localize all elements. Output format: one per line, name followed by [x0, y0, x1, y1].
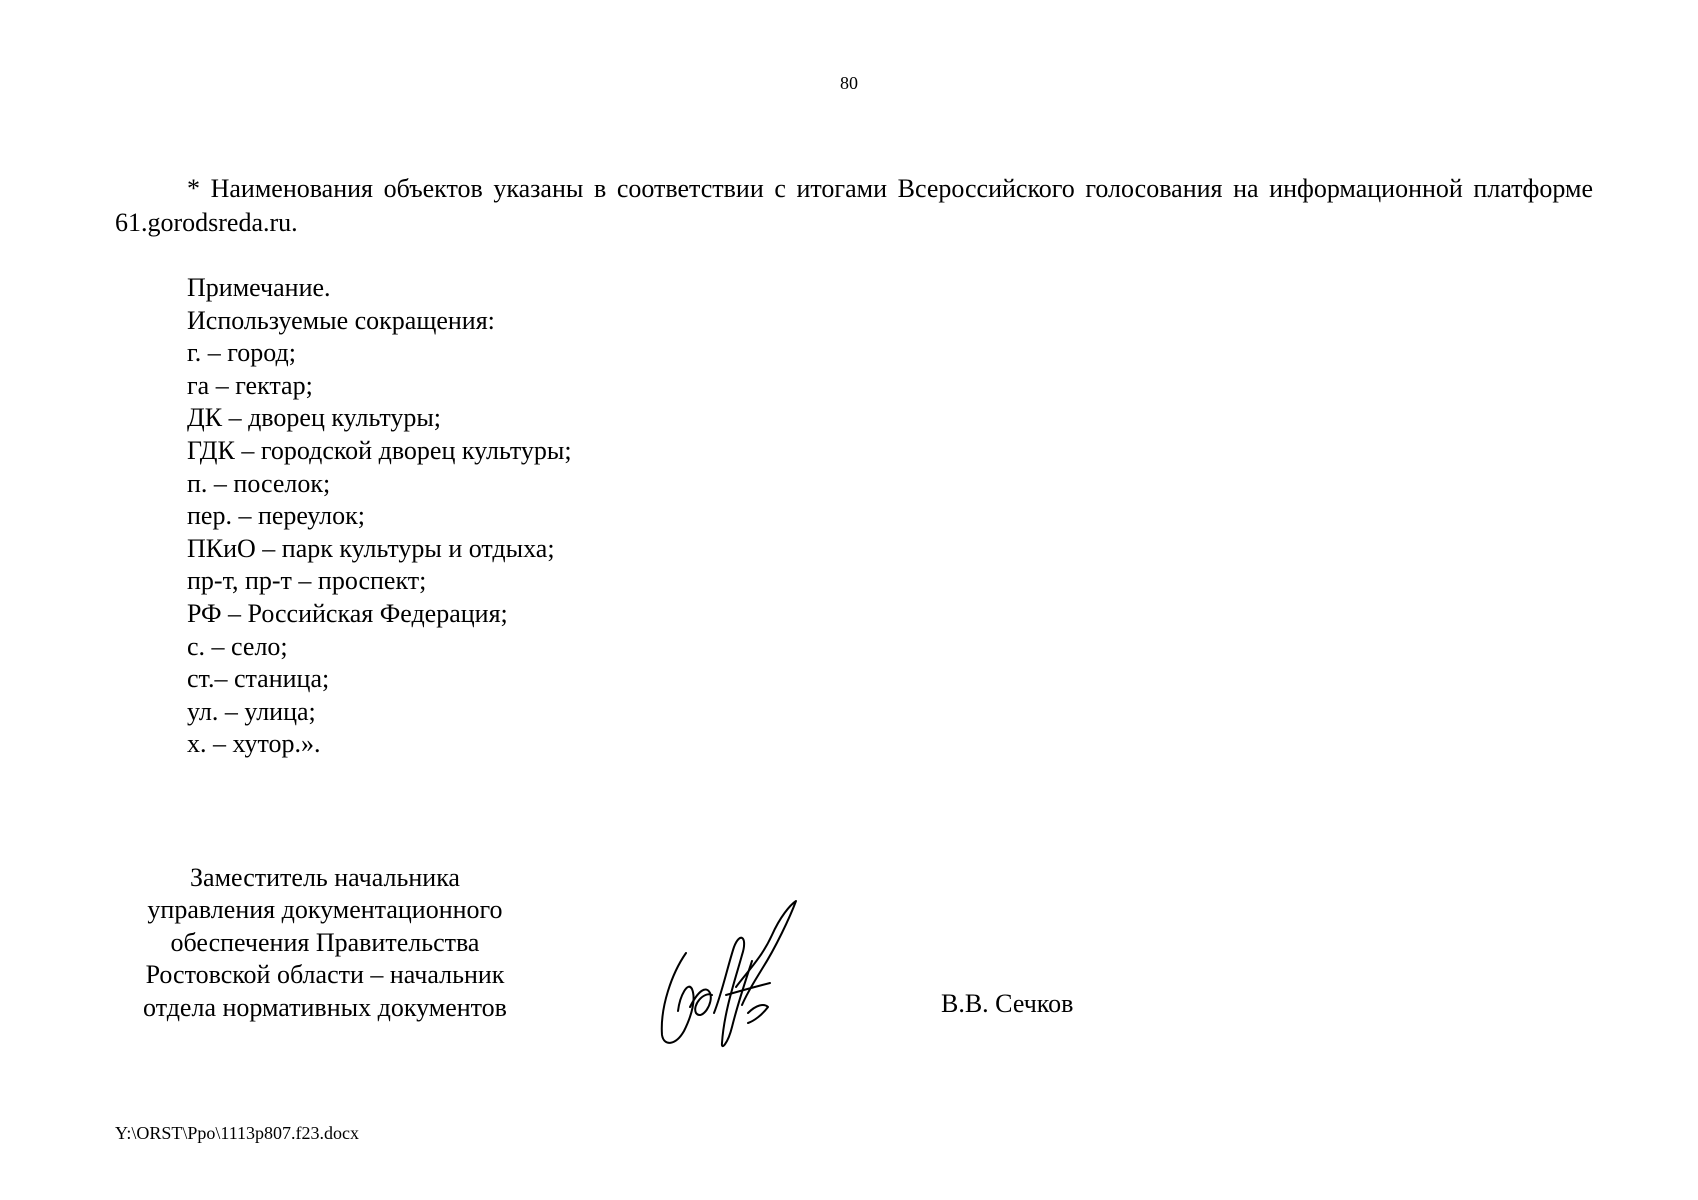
abbreviation-item: п. – поселок; [187, 468, 331, 498]
abbreviation-item: ПКиО – парк культуры и отдыха; [187, 533, 555, 563]
abbreviation-item: ГДК – городской дворец культуры; [187, 435, 572, 465]
abbreviation-item: пр-т, пр-т – проспект; [187, 566, 427, 596]
abbreviation-item: г. – город; [187, 338, 296, 368]
abbreviation-item: ул. – улица; [187, 696, 316, 726]
signature-stroke [748, 1005, 768, 1023]
position-line: обеспечения Правительства [170, 927, 480, 957]
abbreviation-item: пер. – переулок; [187, 501, 365, 531]
position-line: Ростовской области – начальник [145, 960, 505, 990]
handwritten-signature [652, 895, 802, 1050]
abbreviation-item: РФ – Российская Федерация; [187, 598, 508, 628]
position-line: отдела нормативных документов [143, 992, 507, 1022]
footnote-text: * Наименования объектов указаны в соответствии с итогами Всероссийского голосования на информационной платформе 61.gorodsreda.ru. [115, 174, 1593, 237]
file-path: Y:\ORST\Ppo\1113p807.f23.docx [115, 1123, 360, 1143]
abbreviation-item: х. – хутор.». [187, 729, 321, 759]
signer-position [110, 862, 540, 1024]
abbreviation-item: ДК – дворец культуры; [187, 403, 442, 433]
position-line: Заместитель начальника [190, 863, 460, 892]
note-block [187, 272, 572, 761]
note-intro: Используемые сокращения: [187, 305, 495, 335]
position-line: управления документационного [147, 895, 503, 925]
signer-name: В.В. Сечков [941, 989, 1074, 1018]
note-heading: Примечание. [187, 273, 331, 302]
page-number: 80 [840, 73, 858, 93]
abbreviation-item: ст.– станица; [187, 664, 330, 694]
abbreviation-item: с. – село; [187, 631, 288, 661]
abbreviation-item: га – гектар; [187, 370, 313, 400]
signature-stroke [662, 953, 694, 1043]
signature-stroke [714, 938, 752, 1046]
